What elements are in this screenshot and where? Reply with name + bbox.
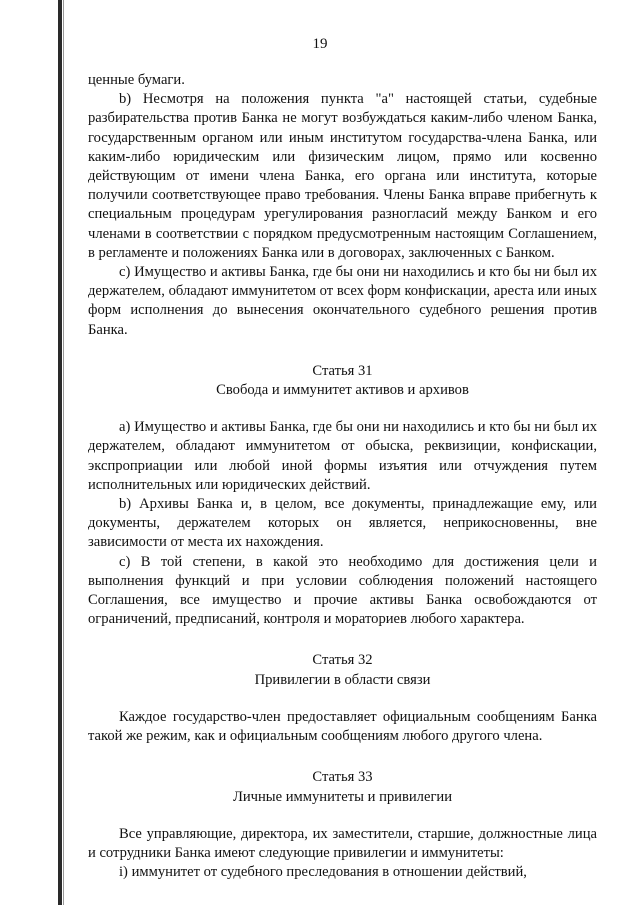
paragraph-b-litigation: b) Несмотря на положения пункта "a" настоящей статьи, судебные разбирательства против Банка не могут возбуждаться каким-либо членом Банка, государственным органом или иным институтом государства-члена Банка, или каким-либо юридическим или физическим лицом, прямо или косвенно действующим от имени члена Банка, его органа или института, которые получили соответствующее право требования. Члены Банка вправе прибегнуть к специальным процедурам урегулирования разногласий между Банком и его членами в соответствии с порядком предусмотренным настоящим Соглашением, в регламенте и положениях Банка или в договорах, заключенных с Банком. <box>88 91 597 261</box>
article-33-intro: Все управляющие, директора, их заместители, старшие, должностные лица и сотрудники Банка имеют следующие привилегии и иммунитеты: <box>88 825 597 861</box>
article-31-paragraph-c: c) В той степени, в какой это необходимо для достижения цели и выполнения функций и при условии соблюдения положений настоящего Соглашения, все имущество и прочие активы Банка освобождаются от ограничений, предписаний, контроля и мораториев любого характера. <box>88 553 597 628</box>
document-body <box>88 71 597 882</box>
paragraph-continuation: ценные бумаги. <box>88 72 185 88</box>
article-31-title: Свобода и иммунитет активов и архивов <box>216 382 469 399</box>
article-33-title: Личные иммунитеты и привилегии <box>232 788 453 805</box>
paragraph-c-property-immunity: c) Имущество и активы Банка, где бы они ни находились и кто бы ни был их держателем, обладают иммунитетом от всех форм конфискации, ареста или иных форм исполнения до вынесения окончательного судебного решения против Банка. <box>88 264 597 338</box>
article-31-number: Статья 31 <box>312 362 373 379</box>
article-33-item-i: i) иммунитет от судебного преследования в отношении действий, <box>119 864 527 881</box>
binding-edge <box>58 0 62 905</box>
article-32-paragraph: Каждое государство-член предоставляет официальным сообщениям Банка такой же режим, как и официальным сообщениям любого другого члена. <box>88 708 597 745</box>
article-31-paragraph-b: b) Архивы Банка и, в целом, все документы, принадлежащие ему, или документы, держателем которых он является, неприкосновенны, вне зависимости от места их нахождения. <box>88 496 597 551</box>
article-33-number: Статья 33 <box>312 769 373 786</box>
article-31-paragraph-a: a) Имущество и активы Банка, где бы они ни находились и кто бы ни был их держателем, обладают иммунитетом от обыска, реквизиции, конфискации, экспроприации или любой иной формы изъятия или отчуждения путем исполнительных или юридических действий. <box>88 419 597 493</box>
binding-edge-shadow <box>63 0 64 905</box>
article-32-number: Статья 32 <box>312 652 373 669</box>
article-32-title: Привилегии в области связи <box>254 671 431 688</box>
page-number: 19 <box>312 36 328 52</box>
